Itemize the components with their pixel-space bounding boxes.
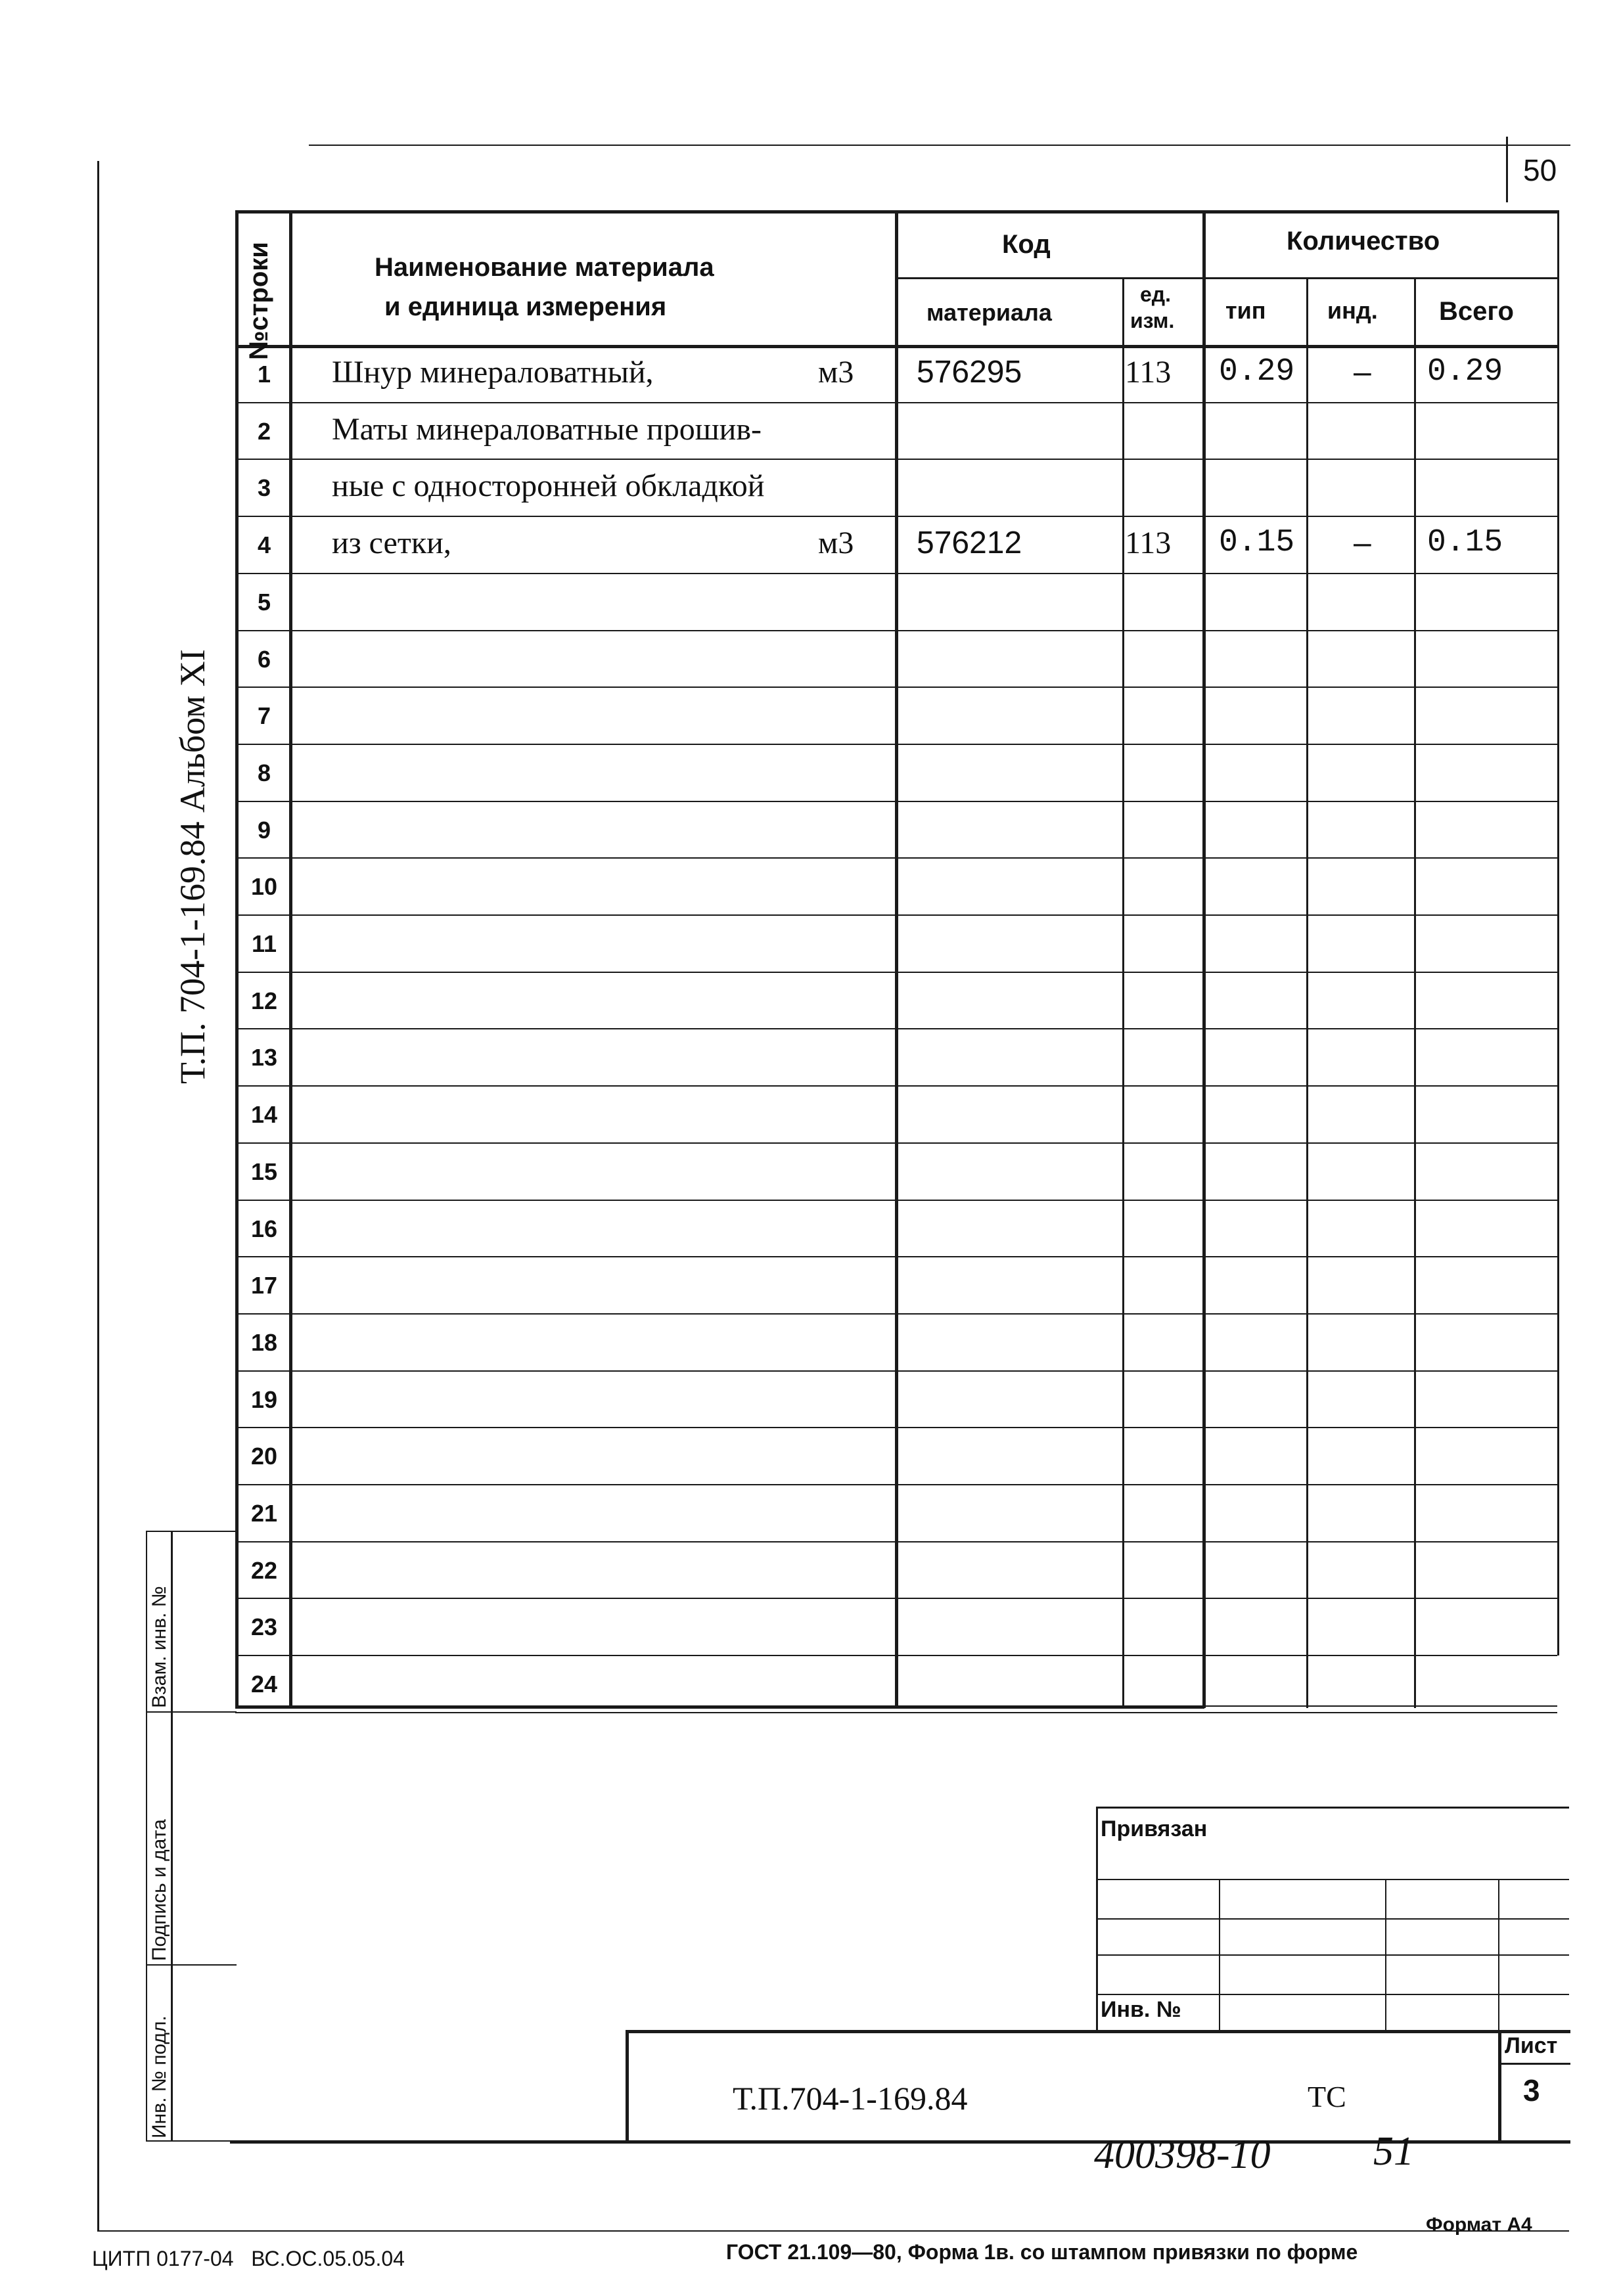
row-number: 17 — [250, 1272, 278, 1299]
row-divider — [235, 1085, 1557, 1087]
row-number: 6 — [257, 645, 271, 673]
row-divider — [235, 857, 1557, 859]
row-number: 1 — [257, 361, 271, 388]
row-number: 12 — [250, 987, 278, 1014]
row-divider — [235, 1541, 1557, 1542]
row-unit-code: 113 — [1125, 526, 1172, 561]
row-divider — [235, 459, 1557, 460]
handwritten-number: 400398-10 — [1094, 2132, 1271, 2177]
row-number: 5 — [257, 588, 271, 616]
side-field-podpis: Подпись и дата — [148, 1819, 170, 1961]
header-unit-line1: ед. — [1140, 282, 1171, 306]
row-number: 19 — [250, 1385, 278, 1413]
row-number: 10 — [250, 873, 278, 901]
row-number: 13 — [250, 1044, 278, 1071]
row-number: 8 — [257, 759, 271, 786]
header-total: Всего — [1439, 297, 1514, 326]
row-type-qty: 0.29 — [1219, 354, 1295, 390]
section-code: ТС — [1308, 2080, 1346, 2113]
row-number: 9 — [257, 816, 271, 844]
header-name-line2: и единица измерения — [384, 292, 667, 321]
row-number: 16 — [250, 1215, 278, 1242]
row-number: 18 — [250, 1328, 278, 1356]
handwritten-sheet: 51 — [1373, 2129, 1414, 2174]
privyazan-label: Привязан — [1101, 1816, 1208, 1841]
row-number: 4 — [257, 531, 271, 559]
header-quantity: Количество — [1287, 227, 1440, 256]
row-name: Маты минераловатные прошив- — [332, 411, 762, 447]
header-name-line1: Наименование материала — [375, 253, 714, 282]
header-row-number: №строки — [244, 242, 273, 360]
row-divider — [235, 1370, 1557, 1372]
row-divider — [235, 801, 1557, 802]
format-label: Формат А4 — [1426, 2214, 1532, 2236]
row-name: из сетки, — [332, 526, 451, 561]
row-name: ные с односторонней обкладкой — [332, 468, 765, 504]
header-unit-line2: изм. — [1130, 309, 1175, 332]
row-number: 7 — [257, 702, 271, 730]
row-divider — [235, 1655, 1557, 1656]
footer-left-code: ЦИТП 0177-04 ВС.ОС.05.05.04 — [92, 2247, 405, 2270]
side-field-inv-podl: Инв. № подл. — [148, 2015, 170, 2138]
row-number: 14 — [250, 1101, 278, 1129]
header-ind: инд. — [1327, 297, 1378, 324]
row-divider — [235, 1142, 1557, 1144]
row-number: 11 — [251, 930, 277, 957]
row-number: 21 — [250, 1500, 278, 1527]
row-divider — [235, 1712, 1557, 1713]
row-unit-code: 113 — [1125, 355, 1172, 390]
row-divider — [235, 1256, 1557, 1257]
row-divider — [235, 1200, 1557, 1201]
row-divider — [235, 687, 1557, 688]
side-field-vzam: Взам. инв. № — [148, 1586, 170, 1708]
row-total-qty: 0.15 — [1427, 525, 1503, 561]
row-number: 2 — [257, 417, 271, 445]
row-material-code: 576212 — [917, 526, 1022, 561]
row-divider — [235, 972, 1557, 973]
row-number: 24 — [250, 1671, 278, 1698]
row-number: 20 — [250, 1443, 278, 1470]
header-code: Код — [1002, 230, 1051, 259]
row-number: 15 — [250, 1158, 278, 1185]
row-ind-qty: – — [1354, 526, 1371, 561]
row-type-qty: 0.15 — [1219, 525, 1295, 561]
row-divider — [235, 744, 1557, 745]
row-total-qty: 0.29 — [1427, 354, 1503, 390]
row-divider — [235, 402, 1557, 403]
designation: Т.П.704-1-169.84 — [733, 2080, 968, 2117]
row-divider — [235, 1313, 1557, 1315]
row-divider — [235, 914, 1557, 916]
row-number: 3 — [257, 474, 271, 502]
row-unit-label: м3 — [818, 355, 854, 390]
header-type: тип — [1225, 297, 1266, 324]
list-label: Лист — [1505, 2033, 1558, 2058]
row-number: 23 — [250, 1613, 278, 1641]
row-divider — [235, 516, 1557, 517]
footer-gost: ГОСТ 21.109—80, Форма 1в. со штампом привязки по форме — [726, 2240, 1358, 2264]
row-ind-qty: – — [1354, 355, 1371, 390]
row-divider — [235, 1028, 1557, 1029]
row-material-code: 576295 — [917, 355, 1022, 390]
row-divider — [235, 1427, 1557, 1428]
inv-no-label: Инв. № — [1101, 1997, 1181, 2022]
header-material: материала — [926, 299, 1052, 326]
row-divider — [235, 630, 1557, 631]
list-value: 3 — [1523, 2073, 1540, 2107]
row-divider — [235, 573, 1557, 574]
row-divider — [235, 1484, 1557, 1485]
sheet-number: 50 — [1523, 153, 1557, 187]
row-number: 22 — [250, 1556, 278, 1584]
row-unit-label: м3 — [818, 526, 854, 561]
side-album-title: Т.П. 704-1-169.84 Альбом XI — [173, 649, 212, 1084]
row-divider — [235, 1598, 1557, 1599]
row-name: Шнур минераловатный, — [332, 355, 654, 390]
